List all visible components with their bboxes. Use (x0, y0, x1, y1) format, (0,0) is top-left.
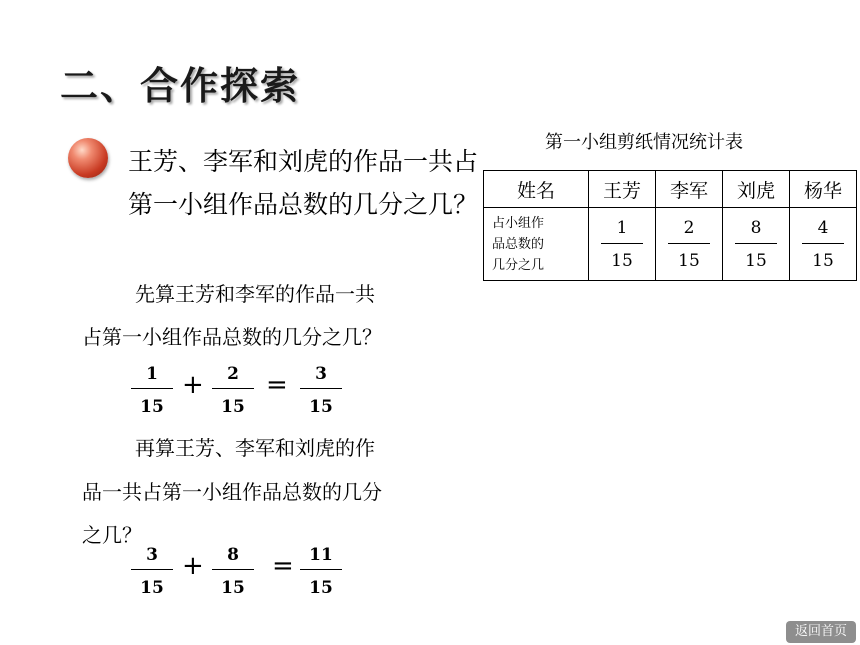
step2-line2: 品一共占第一小组作品总数的几分 (82, 480, 382, 504)
row-label-line: 占小组作 (492, 215, 545, 231)
denominator: 15 (140, 397, 164, 417)
fraction-bar (601, 243, 643, 244)
equals-sign: = (272, 551, 294, 581)
step2-fraction-result (300, 543, 342, 600)
header-name: 姓名 (484, 171, 589, 208)
header-yanghua: 杨华 (790, 171, 857, 208)
row-label-line: 几分之几 (492, 257, 545, 273)
fraction-bar (212, 569, 254, 570)
row-label-line: 品总数的 (492, 236, 545, 252)
denominator: 15 (309, 397, 333, 417)
page-title: 二、合作探索 (60, 64, 301, 108)
step1-fraction-result (300, 362, 342, 419)
plus-sign: + (182, 370, 204, 400)
cell-fraction-liuhu (723, 208, 790, 281)
numerator: 3 (146, 545, 158, 565)
denominator: 15 (745, 250, 767, 271)
numerator: 1 (616, 217, 628, 238)
step1-line1: 先算王芳和李军的作品一共 (135, 282, 375, 306)
header-liuhu: 刘虎 (723, 171, 790, 208)
numerator: 3 (315, 364, 327, 384)
fraction-bar (131, 569, 173, 570)
row-label (484, 208, 589, 281)
fraction-bar (735, 243, 777, 244)
denominator: 15 (611, 250, 633, 271)
step2-line3: 之几？ (82, 523, 142, 547)
bullet-ball-icon (68, 138, 108, 178)
table-title: 第一小组剪纸情况统计表 (545, 132, 743, 153)
step2-fraction-b (212, 543, 254, 600)
fraction-bar (131, 388, 173, 389)
cell-fraction-yanghua (790, 208, 857, 281)
denominator: 15 (309, 578, 333, 598)
numerator: 1 (146, 364, 158, 384)
step1-fraction-b (212, 362, 254, 419)
step2-line1: 再算王芳、李军和刘虎的作 (135, 436, 375, 460)
cell-fraction-lijun (656, 208, 723, 281)
step1-line2: 占第一小组作品总数的几分之几？ (82, 325, 382, 349)
numerator: 11 (309, 545, 333, 565)
denominator: 15 (221, 397, 245, 417)
question-text: 王芳、李军和刘虎的作品一共占第一小组作品总数的几分之几？ (128, 147, 479, 219)
table-row (484, 208, 857, 281)
denominator: 15 (812, 250, 834, 271)
fraction-bar (668, 243, 710, 244)
fraction-bar (212, 388, 254, 389)
stats-table (483, 170, 857, 281)
numerator: 2 (683, 217, 695, 238)
numerator: 8 (227, 545, 239, 565)
cell-fraction-wangfang (589, 208, 656, 281)
denominator: 15 (678, 250, 700, 271)
step1-fraction-a (131, 362, 173, 419)
numerator: 8 (750, 217, 762, 238)
header-wangfang: 王芳 (589, 171, 656, 208)
plus-sign: + (182, 551, 204, 581)
fraction-bar (300, 388, 342, 389)
denominator: 15 (221, 578, 245, 598)
numerator: 2 (227, 364, 239, 384)
numerator: 4 (817, 217, 829, 238)
fraction-bar (802, 243, 844, 244)
step2-fraction-a (131, 543, 173, 600)
fraction-bar (300, 569, 342, 570)
header-lijun: 李军 (656, 171, 723, 208)
table-header-row (484, 171, 857, 208)
denominator: 15 (140, 578, 164, 598)
equals-sign: = (266, 370, 288, 400)
home-button[interactable]: 返回首页 (786, 621, 856, 643)
